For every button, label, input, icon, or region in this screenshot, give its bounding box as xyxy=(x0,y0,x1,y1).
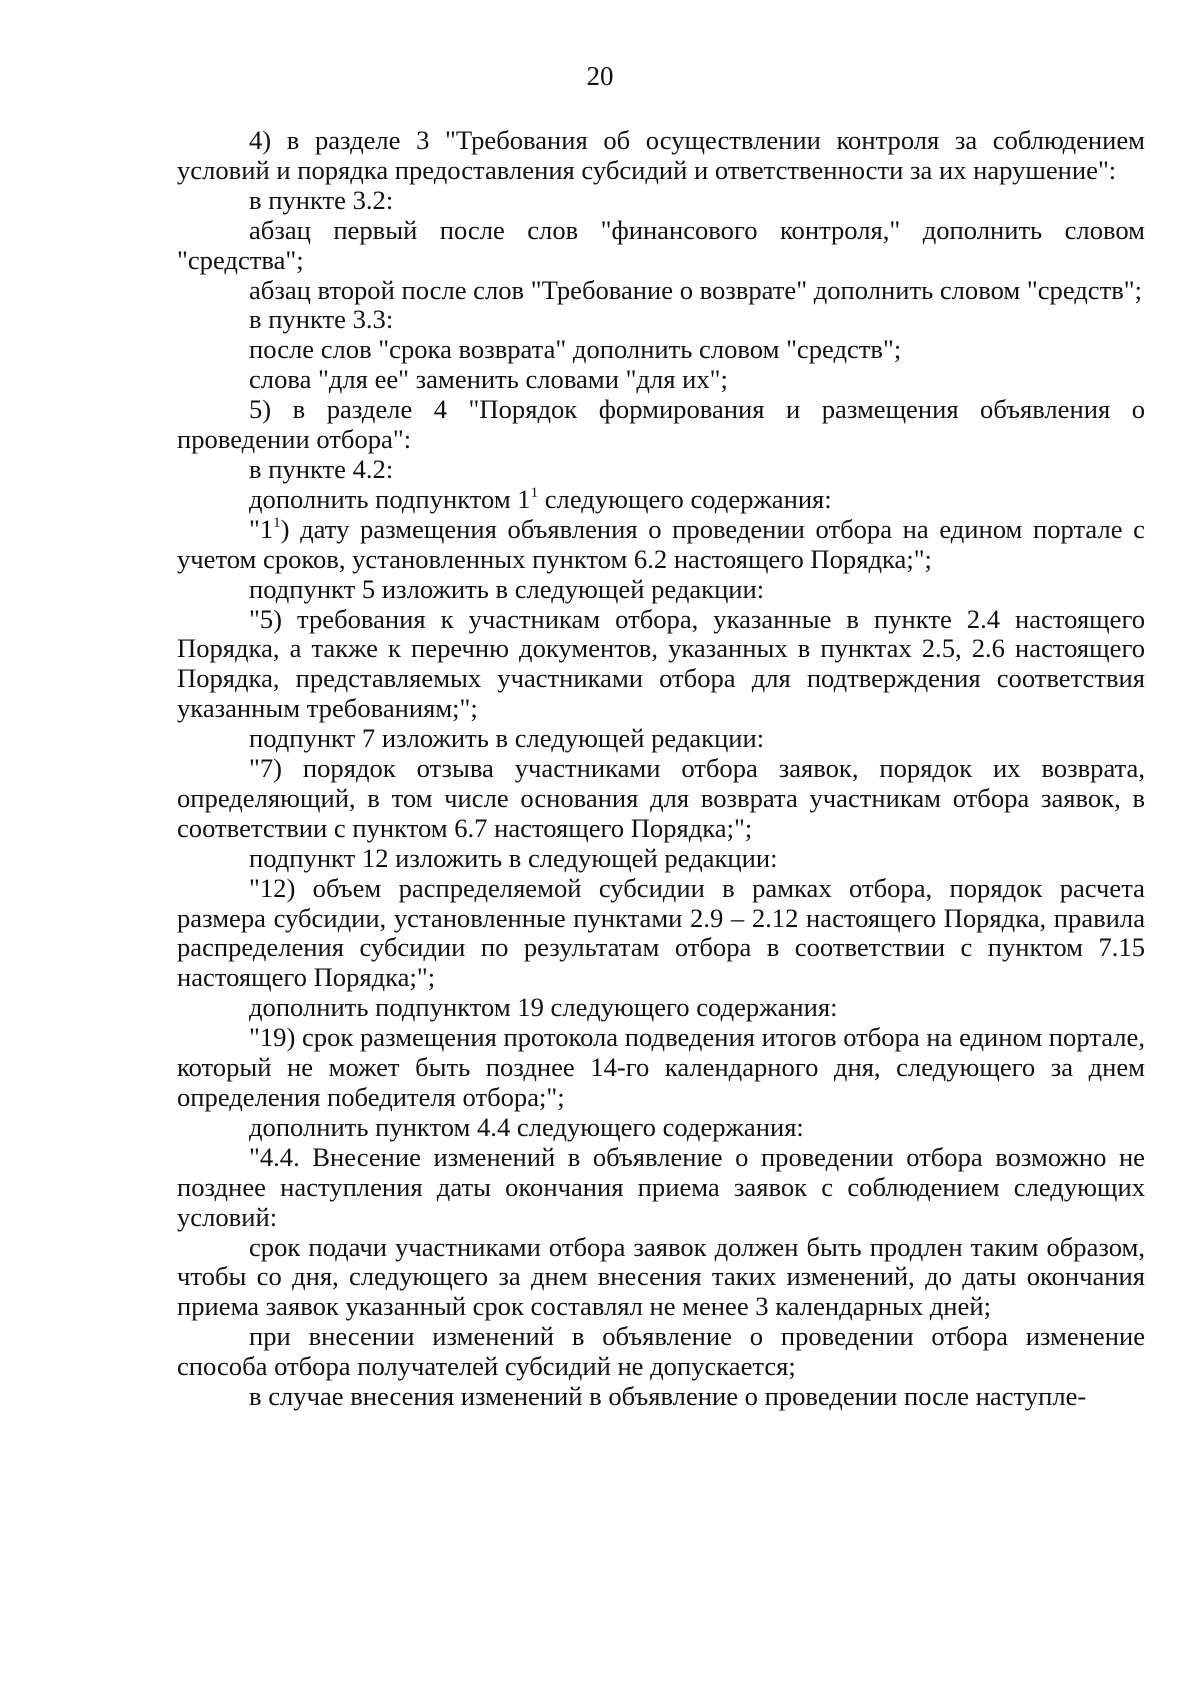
paragraph: 5) в разделе 4 "Порядок формирования и размещения объявления о проведении отбора": xyxy=(177,394,1145,455)
paragraph-text: "1 xyxy=(249,513,274,544)
paragraph: при внесении изменений в объявление о проведении отбора изменение способа отбора получателей субсидий не допускается; xyxy=(177,1321,1145,1382)
paragraph: "19) срок размещения протокола подведения итогов отбора на едином портале, который не может быть позднее 14-го календарного дня, следующего за днем определения победителя отбора;"; xyxy=(177,1022,1145,1112)
paragraph: подпункт 7 изложить в следующей редакции: xyxy=(249,723,765,754)
paragraph: в случае внесения изменений в объявление о проведении после наступле- xyxy=(249,1381,1087,1412)
paragraph-text: ) дату размещения объявления о проведении отбора на едином портале с учетом сроков, установленных пунктом 6.2 настоящего Порядка;"; xyxy=(177,513,1145,574)
document-body xyxy=(177,126,1145,1412)
paragraph: "4.4. Внесение изменений в объявление о проведении отбора возможно не позднее наступления даты окончания приема заявок с соблюдением следующих условий: xyxy=(177,1141,1145,1232)
paragraph: в пункте 3.2: xyxy=(249,184,394,215)
paragraph xyxy=(177,485,1145,515)
paragraph: абзац второй после слов "Требование о возврате" дополнить словом "средств"; xyxy=(249,274,1143,305)
paragraph: в пункте 4.2: xyxy=(249,453,394,484)
paragraph: в пункте 3.3: xyxy=(249,304,394,335)
superscript: 1 xyxy=(530,484,539,501)
paragraph: дополнить подпунктом 19 следующего содержания: xyxy=(249,992,838,1023)
paragraph-text: следующего содержания: xyxy=(538,483,832,514)
paragraph: срок подачи участниками отбора заявок должен быть продлен таким образом, чтобы со дня, следующего за днем внесения таких изменений, до даты окончания приема заявок указанный срок составлял не менее 3 календарных дней; xyxy=(177,1231,1145,1322)
superscript: 1 xyxy=(273,514,281,531)
paragraph: после слов "срока возврата" дополнить словом "средств"; xyxy=(249,334,902,365)
page-number: 20 xyxy=(586,61,614,91)
paragraph: слова "для ее" заменить словами "для их"; xyxy=(249,364,728,395)
paragraph xyxy=(177,515,1145,575)
paragraph: "7) порядок отзыва участниками отбора заявок, порядок их возврата, определяющий, в том числе основания для возврата участникам отбора заявок, в соответствии с пунктом 6.7 настоящего Порядка;"; xyxy=(177,753,1145,843)
paragraph: абзац первый после слов "финансового контроля," дополнить словом "средства"; xyxy=(177,214,1145,275)
paragraph: дополнить пунктом 4.4 следующего содержания: xyxy=(249,1111,804,1142)
paragraph: "5) требования к участникам отбора, указанные в пункте 2.4 настоящего Порядка, а также к перечню документов, указанных в пунктах 2.5, 2.6 настоящего Порядка, представляемых участниками отбора для подтверждения соответствия указанным требованиям;"; xyxy=(177,603,1145,724)
paragraph: подпункт 5 изложить в следующей редакции: xyxy=(249,573,765,604)
paragraph: подпункт 12 изложить в следующей редакции: xyxy=(249,842,778,873)
paragraph-text: дополнить подпунктом 1 xyxy=(249,483,531,514)
paragraph: 4) в разделе 3 "Требования об осуществлении контроля за соблюдением условий и порядка предоставления субсидий и ответственности за их нарушение": xyxy=(177,125,1145,185)
paragraph: "12) объем распределяемой субсидии в рамках отбора, порядок расчета размера субсидии, установленные пунктами 2.9 – 2.12 настоящего Порядка, правила распределения субсидии по результатам отбора в соответствии с пунктом 7.15 настоящего Порядка;"; xyxy=(177,872,1145,993)
